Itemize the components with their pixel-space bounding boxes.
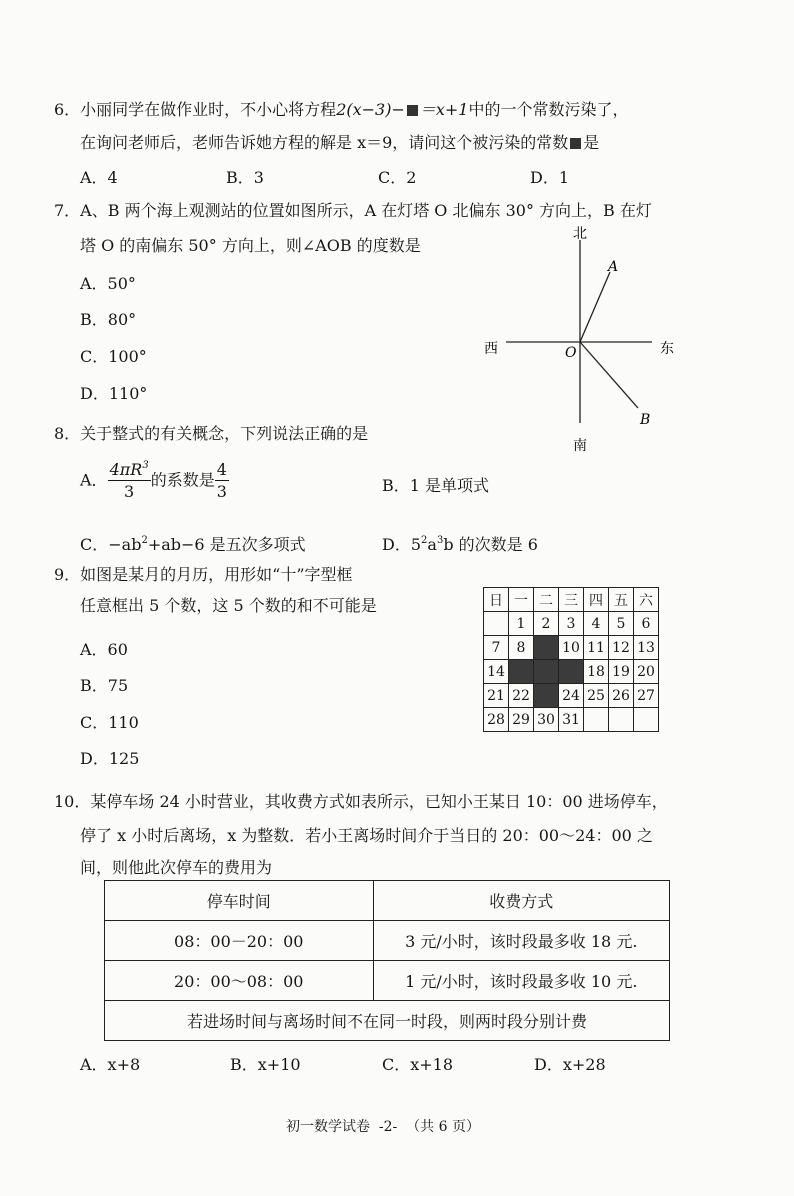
label-west: 西 [484, 341, 498, 357]
q8-a-text: 的系数是 [150, 470, 215, 490]
calendar-cell: 7 [484, 636, 509, 660]
q10-line3: 间，则他此次停车的费用为 [80, 858, 273, 877]
q6-option-d: D．1 [530, 168, 570, 187]
exponent: 3 [142, 460, 149, 471]
calendar-cell: 29 [509, 708, 534, 732]
calendar-cell: 8 [509, 636, 534, 660]
calendar-row [484, 660, 659, 684]
q8-option-d [382, 536, 538, 553]
fraction [215, 461, 229, 502]
fee-cell-method: 3 元/小时，该时段最多收 18 元. [373, 921, 669, 961]
calendar-cell: 18 [584, 660, 609, 684]
calendar-cell: 20 [634, 660, 659, 684]
calendar-cell: 11 [584, 636, 609, 660]
calendar-cell-covered: 15 [509, 660, 534, 684]
calendar-header-cell: 日 [484, 588, 509, 612]
calendar-cell: 22 [509, 684, 534, 708]
ink-smudge-icon [570, 138, 581, 149]
calendar-header-cell: 五 [609, 588, 634, 612]
q10-option-a: A．x+8 [80, 1055, 141, 1074]
calendar-row [484, 684, 659, 708]
fee-table-header-row [105, 881, 670, 921]
fee-cell-method: 1 元/小时，该时段最多收 10 元. [373, 961, 669, 1001]
fee-header-method: 收费方式 [373, 881, 669, 921]
calendar-cell: 24 [559, 684, 584, 708]
label-north: 北 [573, 226, 587, 242]
q8-a-label: A． [80, 470, 108, 490]
q6-line1 [54, 102, 629, 118]
q10-line1: 10．某停车场 24 小时营业，其收费方式如表所示，已知小王某日 10：00 进场停车， [54, 792, 668, 811]
calendar-header-cell: 六 [634, 588, 659, 612]
calendar-cell: 31 [559, 708, 584, 732]
calendar-cell: 5 [609, 612, 634, 636]
calendar-cell: 1 [509, 612, 534, 636]
calendar-cell: 4 [584, 612, 609, 636]
calendar-row [484, 612, 659, 636]
label-o: O [565, 345, 577, 361]
calendar-row [484, 636, 659, 660]
exponent: 2 [421, 535, 428, 546]
q6-option-c: C．2 [378, 168, 417, 187]
fee-table-row [105, 921, 670, 961]
ray-ob [580, 342, 638, 408]
fee-table-row [105, 961, 670, 1001]
q7-line2: 塔 O 的南偏东 50° 方向上，则∠AOB 的度数是 [80, 236, 421, 255]
calendar-cell: 30 [534, 708, 559, 732]
fee-cell-time: 20：00～08：00 [105, 961, 374, 1001]
q7-option-d: D．110° [80, 384, 148, 403]
fraction-denominator: 3 [216, 481, 227, 501]
q9-option-b: B．75 [80, 676, 129, 695]
label-south: 南 [573, 438, 587, 454]
q8-option-a [80, 460, 229, 502]
q6-line2 [80, 135, 599, 151]
fee-cell-time: 08：00－20：00 [105, 921, 374, 961]
q9-option-c: C．110 [80, 713, 139, 732]
calendar-cell: 3 [559, 612, 584, 636]
q6-text: 是 [583, 133, 600, 152]
fraction-numerator: 4πR [109, 460, 143, 479]
calendar-cell: 12 [609, 636, 634, 660]
q6-option-a: A．4 [80, 168, 118, 187]
calendar-header-cell: 二 [534, 588, 559, 612]
q8-line1: 8．关于整式的有关概念，下列说法正确的是 [54, 424, 369, 443]
q9-line1: 9．如图是某月的月历，用形如“十”字型框 [54, 565, 353, 584]
fee-note: 若进场时间与离场时间不在同一时段，则两时段分别计费 [105, 1001, 670, 1041]
calendar-cell: 2 [534, 612, 559, 636]
calendar-cell: 14 [484, 660, 509, 684]
compass-diagram [470, 218, 700, 458]
q8-c-label: C．−ab [80, 535, 142, 554]
calendar-row [484, 708, 659, 732]
calendar-header-cell: 三 [559, 588, 584, 612]
exponent: 2 [141, 535, 148, 546]
q6-text: 在询问老师后，老师告诉她方程的解是 x＝9，请问这个被污染的常数 [80, 133, 569, 152]
calendar-cell: 25 [584, 684, 609, 708]
q7-option-a: A．50° [80, 274, 136, 293]
q9-option-d: D．125 [80, 749, 140, 768]
calendar-cell: 27 [634, 684, 659, 708]
q9-option-a: A．60 [80, 640, 128, 659]
q6-text: 中的一个常数污染了， [468, 100, 629, 119]
calendar-cell: 10 [559, 636, 584, 660]
q10-option-b: B．x+10 [230, 1055, 301, 1074]
q8-option-b: B．1 是单项式 [382, 476, 490, 495]
q6-text: 6．小丽同学在做作业时，不小心将方程 [54, 100, 337, 119]
calendar-cell [634, 708, 659, 732]
q6-option-b: B．3 [226, 168, 264, 187]
label-a: A [608, 259, 619, 275]
fee-header-time: 停车时间 [105, 881, 374, 921]
calendar-cell: 13 [634, 636, 659, 660]
calendar-cell: 6 [634, 612, 659, 636]
calendar-cell: 21 [484, 684, 509, 708]
q10-line2: 停了 x 小时后离场，x 为整数．若小王离场时间介于当日的 20：00～24：00 之 [80, 826, 653, 845]
calendar-cell-covered: 16 [534, 660, 559, 684]
label-b: B [640, 412, 651, 428]
q6-eq-part: ＝x+1 [419, 100, 469, 119]
q6-eq-part: 2 [336, 100, 347, 119]
calendar-cell: 26 [609, 684, 634, 708]
ray-oa [580, 272, 610, 342]
q8-d-text: a [427, 535, 437, 554]
q6-eq-part: (x−3)− [346, 100, 405, 119]
calendar-cell [609, 708, 634, 732]
label-east: 东 [660, 341, 674, 357]
q8-option-c [80, 536, 306, 553]
calendar-header-cell: 四 [584, 588, 609, 612]
fraction-denominator: 3 [124, 482, 135, 502]
calendar-cell-covered: 17 [559, 660, 584, 684]
fraction-numerator: 4 [215, 461, 229, 481]
calendar-cell: 19 [609, 660, 634, 684]
calendar-cell: 28 [484, 708, 509, 732]
q10-option-c: C．x+18 [382, 1055, 454, 1074]
fee-table [104, 880, 670, 1041]
q8-d-label: D．5 [382, 535, 422, 554]
q8-c-text: +ab−6 是五次多项式 [147, 535, 306, 554]
q7-option-b: B．80° [80, 310, 137, 329]
q10-option-d: D．x+28 [534, 1055, 606, 1074]
page-footer: 初一数学试卷 -2- （共 6 页） [286, 1119, 480, 1135]
q7-option-c: C．100° [80, 347, 147, 366]
calendar-header-row [484, 588, 659, 612]
calendar-table [483, 587, 659, 732]
exponent: 3 [436, 535, 444, 546]
calendar-cell-covered: 23 [534, 684, 559, 708]
fee-table-note-row [105, 1001, 670, 1041]
ink-smudge-icon [407, 105, 418, 116]
q8-d-text: b 的次数是 6 [443, 535, 538, 554]
calendar-cell [484, 612, 509, 636]
fraction [108, 460, 151, 502]
q7-line1: 7．A、B 两个海上观测站的位置如图所示，A 在灯塔 O 北偏东 30° 方向上，B 在灯 [54, 201, 652, 220]
q9-line2: 任意框出 5 个数，这 5 个数的和不可能是 [80, 596, 377, 615]
calendar-header-cell: 一 [509, 588, 534, 612]
calendar-cell [584, 708, 609, 732]
calendar-cell-covered: 9 [534, 636, 559, 660]
